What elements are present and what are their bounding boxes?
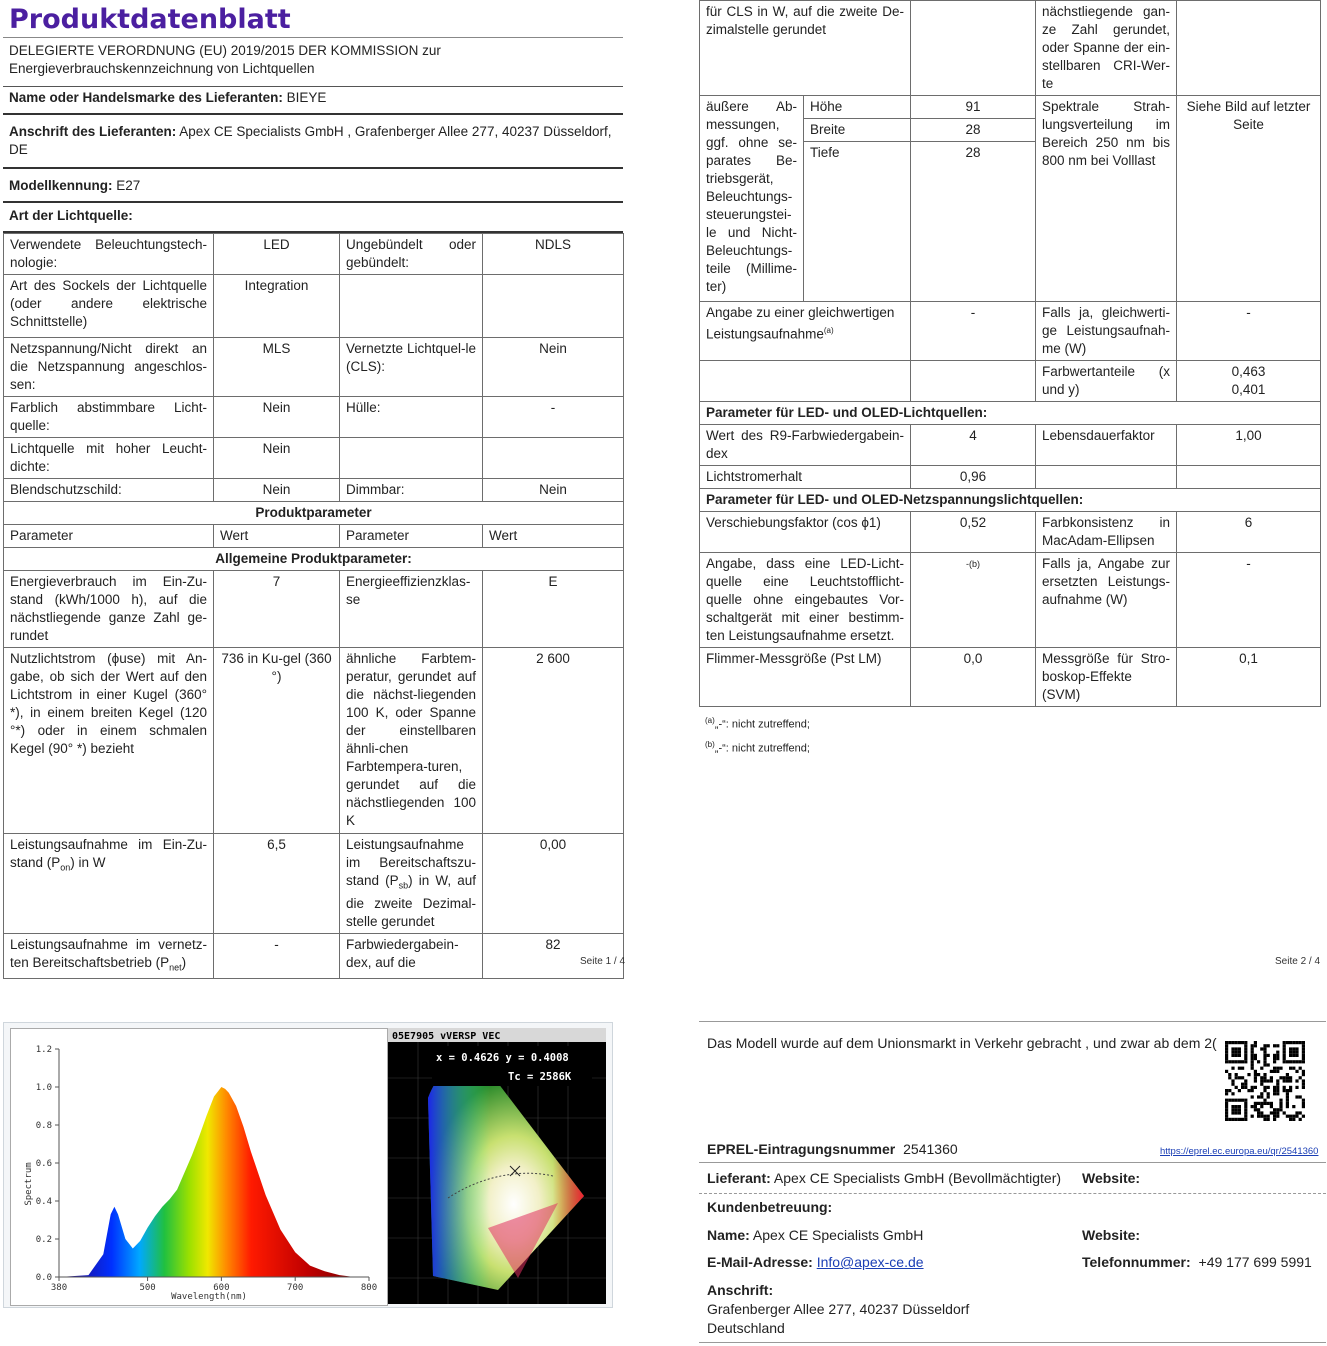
- x-tick-label: 500: [139, 1283, 156, 1293]
- page-1: [3, 3, 626, 979]
- page-2: [699, 0, 1320, 758]
- x-axis-label: Wavelength(nm): [171, 1292, 247, 1302]
- email-row: E-Mail-Adresse: Info@apex-ce.de: [707, 1254, 924, 1270]
- y-tick-label: 1.0: [35, 1083, 52, 1093]
- table-row: Energieverbrauch im Ein-Zu-stand (kWh/1000 h), auf die nächstliegende ganze Zahl ge-rundet 7 Energieeffizienzklas-se E: [4, 571, 624, 648]
- table-row: Tiefe 28: [700, 142, 1321, 302]
- market-text: Das Modell wurde auf dem Unionsmarkt in Verkehr gebracht , und zwar ab dem 2(: [707, 1035, 1217, 1051]
- eprel-link[interactable]: https://eprel.ec.europa.eu/qr/2541360: [1160, 1146, 1319, 1157]
- light-source-table: [3, 233, 624, 979]
- y-tick-label: 0.8: [35, 1121, 52, 1131]
- table-row: Flimmer-Messgröße (Pst LM) 0,0 Messgröße für Stro-boskop-Effekte (SVM) 0,1: [700, 648, 1321, 707]
- y-tick-label: 0.6: [35, 1159, 52, 1169]
- model-row: Modellkennung: E27: [3, 169, 623, 203]
- page-4: [699, 1021, 1326, 1345]
- website2-label: Website:: [1082, 1227, 1141, 1243]
- section-row: Produktparameter: [4, 502, 624, 525]
- qr-code-icon: [1225, 1041, 1305, 1121]
- anschrift-label: Anschrift:: [707, 1282, 774, 1298]
- table-row: Lichtstromerhalt 0,96: [700, 466, 1321, 489]
- table-row: Art des Sockels der Lichtquelle (oder andere elektrische Schnittstelle) Integration: [4, 275, 624, 338]
- footnotes: $^{(a)}$„-“: nicht zutreffend; $^{(b)}$„-“: nicht zutreffend;: [705, 716, 810, 755]
- table-row: Verwendete Beleuchtungstech-nologie: LED Ungebündelt oder gebündelt: NDLS: [4, 234, 624, 275]
- lieferant-row: Lieferant: Apex CE Specialists GmbH (Bevollmächtigter): [707, 1170, 1062, 1186]
- section-row: Allgemeine Produktparameter:: [4, 548, 624, 571]
- page-number: Seite 1 / 4: [580, 956, 626, 967]
- spectrum-area: [59, 1087, 369, 1277]
- cie-header: 05E7905 vVERSP VEC: [392, 1031, 501, 1042]
- x-tick-label: 700: [287, 1283, 304, 1293]
- table-row: äußere Ab-messungen, ggf. ohne se-parates Be-triebsgerät, Beleuchtungs-steuerungstei-le und Nicht-Beleuchtungs-teile (Millime-ter) Höhe 91 Spektrale Strah-lungsverteilung im Bereich 250 nm bis 800 nm bei Volllast Siehe Bild auf letzter Seite: [700, 96, 1321, 119]
- table-row: Farbwertanteile (x und y) 0,463 0,401: [700, 361, 1321, 402]
- table-row: Breite 28: [700, 119, 1321, 142]
- regulation-heading: DELEGIERTE VERORDNUNG (EU) 2019/2015 DER KOMMISSION zur Energieverbrauchskennzeichnung von Lichtquellen: [3, 37, 623, 87]
- phone-row: Telefonnummer: +49 177 699 5991: [1082, 1254, 1312, 1270]
- kundenbetreuung-label: Kundenbetreuung:: [707, 1199, 833, 1215]
- email-link[interactable]: Info@apex-ce.de: [816, 1254, 924, 1270]
- supplier-row: Name oder Handelsmarke des Lieferanten: BIEYE: [3, 87, 623, 115]
- spectrum-axes: [36, 1045, 377, 1293]
- y-tick-label: 0.4: [35, 1197, 52, 1207]
- table-row: Leistungsaufnahme im vernetz-ten Bereitschaftsbetrieb $(P_{net})$ - Farbwiedergabein-dex, auf die 82: [4, 933, 624, 979]
- table-row: Angabe, dass eine LED-Licht-quelle eine Leuchtstofflicht-quelle ohne eingebautes Vor-schaltgerät mit einer bestimm-ten Leistungsaufnahme ersetzt. -(b) Falls ja, Angabe zur ersetzten Leistungs-aufnahme (W) -: [700, 553, 1321, 648]
- cie-xy-readout: x = 0.4626 y = 0.4008: [436, 1052, 569, 1064]
- table-row: Lichtquelle mit hoher Leucht-dichte: Nein: [4, 438, 624, 479]
- eprel-row: EPREL-Eintragungsnummer 2541360: [707, 1141, 958, 1157]
- anschrift-line1: Grafenberger Allee 277, 40237 Düsseldorf: [707, 1301, 970, 1317]
- table-row: Farblich abstimmbare Licht-quelle: Nein Hülle: -: [4, 397, 624, 438]
- table-row: für CLS in W, auf die zweite De-zimalstelle gerundet nächstliegende gan-ze Zahl gerundet, oder Spanne der ein-stellbaren CRI-Wer-te: [700, 1, 1321, 96]
- table-row: Netzspannung/Nicht direkt an die Netzspannung angeschlos-sen: MLS Vernetzte Lichtquel-le (CLS): Nein: [4, 338, 624, 397]
- section-row: Parameter für LED- und OLED-Lichtquellen:: [700, 402, 1321, 425]
- spectrum-chart: [10, 1028, 388, 1306]
- x-tick-label: 380: [50, 1283, 68, 1293]
- table-row: Blendschutzschild: Nein Dimmbar: Nein: [4, 479, 624, 502]
- table-row: Angabe zu einer gleichwertigen Leistungsaufnahme$^{(a)}$ - Falls ja, gleichwerti-ge Leistungsaufnah-me (W) -: [700, 302, 1321, 361]
- table-row: Verschiebungsfaktor (cos ϕ1) 0,52 Farbkonsistenz in MacAdam-Ellipsen 6: [700, 512, 1321, 553]
- section-row: Parameter für LED- und OLED-Netzspannungslichtquellen:: [700, 489, 1321, 512]
- page-title: Produktdatenblatt: [9, 4, 291, 35]
- anschrift-line2: Deutschland: [707, 1320, 785, 1336]
- cie-diagram: [388, 1028, 606, 1304]
- y-tick-label: 0.0: [35, 1273, 52, 1283]
- address-row: Anschrift des Lieferanten: Apex CE Specialists GmbH , Grafenberger Allee 277, 40237 Düsseldorf, DE: [3, 115, 623, 169]
- x-tick-label: 600: [213, 1283, 230, 1293]
- table-row: Leistungsaufnahme im Ein-Zu-stand $(P_{on})$ in W 6,5 Leistungsaufnahme im Bereitschaftszu-stand $(P_{sb})$ in W, auf die zweite Dezimal-stelle gerundet 0,00: [4, 834, 624, 934]
- cie-cct-readout: Tc = 2586K: [508, 1071, 572, 1083]
- type-row: Art der Lichtquelle:: [3, 203, 623, 233]
- page-number: Seite 2 / 4: [1275, 956, 1321, 967]
- table-row: Nutzlichtstrom (ϕuse) mit An-gabe, ob sich der Wert auf den Lichtstrom in einer Kugel (360° *), in einem breiten Kegel (120 °*) oder in einem schmalen Kegel (90° *) bezieht 736 in Ku-gel (360 °) ähnliche Farbtem-peratur, gerundet auf die nächst-liegenden 100 K, oder Spanne der einstellbaren ähnli-chen Farbtempera-turen, gerundet auf die nächstliegenden 100 K 2 600: [4, 648, 624, 834]
- y-tick-label: 0.2: [35, 1235, 52, 1245]
- y-axis-label: Spectrum: [24, 1162, 34, 1206]
- table-row: Wert des R9-Farbwiedergabein-dex 4 Lebensdauerfaktor 1,00: [700, 425, 1321, 466]
- parameters-table-continued: [699, 0, 1321, 707]
- page-3-spectrum: [3, 1022, 613, 1308]
- header-row: Parameter Wert Parameter Wert: [4, 525, 624, 548]
- x-tick-label: 800: [360, 1283, 378, 1293]
- y-tick-label: 1.2: [35, 1045, 52, 1055]
- name-row: Name: Apex CE Specialists GmbH: [707, 1227, 924, 1243]
- website-label: Website:: [1082, 1170, 1141, 1186]
